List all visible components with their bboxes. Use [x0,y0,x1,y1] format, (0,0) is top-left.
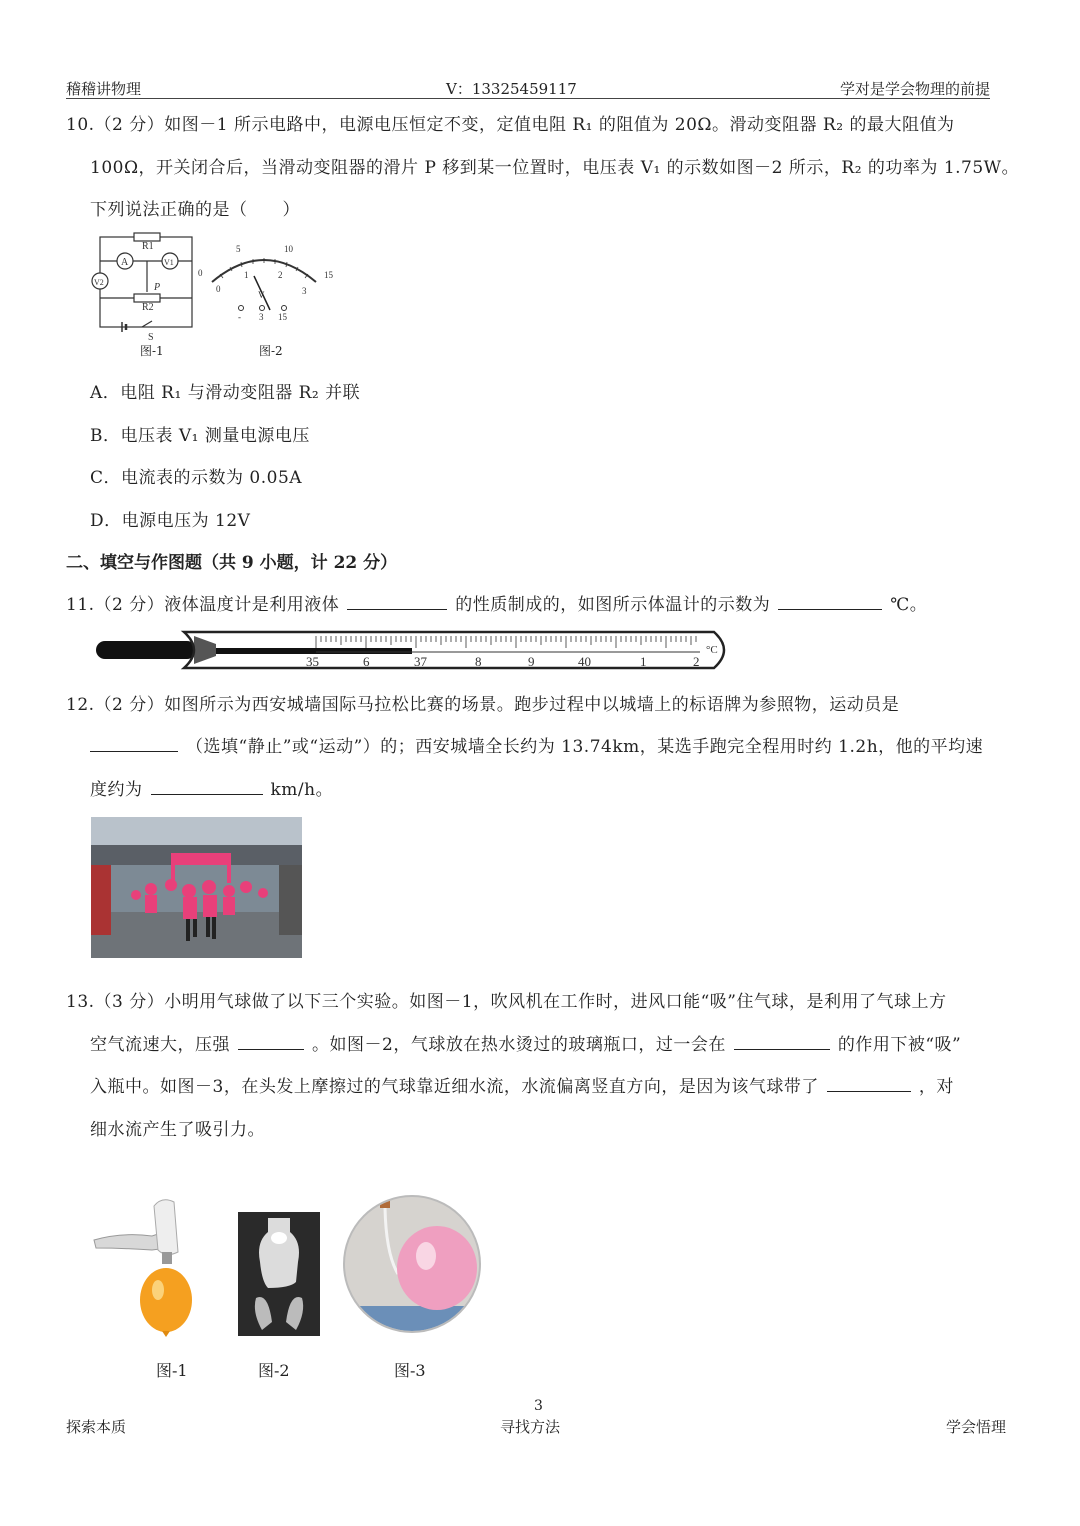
q12-line2 [90,732,983,757]
resistor-r1 [134,233,160,241]
inner-tick-0: 0 [216,284,221,294]
thermo-label-9: 9 [528,654,535,669]
label-s: S [148,332,154,343]
q12-line3 [90,775,333,800]
label-p: P [154,282,161,293]
q12-blank-1[interactable] [90,737,178,752]
q10-option-d: D．电源电压为 12V [90,511,251,531]
pink-balloon-water-photo [342,1194,482,1334]
q11-text-a: 11.（2 分）液体温度计是利用液体 [66,595,340,615]
fig2-caption: 图-2 [259,344,283,358]
bottle-balloon-photo [238,1212,320,1336]
thermo-label-1: 1 [640,654,647,669]
q10-option-b: B．电压表 V₁ 测量电源电压 [90,426,310,446]
resistor-r2 [134,294,160,302]
q11-blank-1[interactable] [347,595,447,610]
outer-tick-10: 10 [284,244,293,254]
q12-blank-2[interactable] [151,780,263,795]
q13-line1: 13.（3 分）小明用气球做了以下三个实验。如图－1，吹风机在工作时，进风口能“吸”住气球，是利用了气球上方 [66,992,947,1012]
section-2-heading: 二、填空与作图题（共 9 小题，计 22 分） [66,553,398,573]
pink-balloon [397,1226,477,1310]
q11-line [66,590,927,615]
q12-line1: 12.（2 分）如图所示为西安城墙国际马拉松比赛的场景。跑步过程中以城墙上的标语牌为参照物，运动员是 [66,695,900,715]
thermo-unit: °C [706,644,718,656]
terminal-neg: - [238,312,241,322]
q13-blank-1[interactable] [238,1035,304,1050]
header-center: V：13325459117 [446,80,577,98]
q10-option-c: C．电流表的示数为 0.05A [90,468,303,488]
q12-text-2: （选填“静止”或“运动”）的；西安城墙全长约为 13.74km，某选手跑完全程用时约 1.2h，他的平均速 [186,737,984,757]
q13-text-2b: 。如图－2，气球放在热水烫过的玻璃瓶口，过一会在 [312,1035,726,1055]
outer-tick-5: 5 [236,244,241,254]
thermo-label-35: 35 [306,654,319,669]
page-number: 3 [534,1398,543,1414]
q13-fig2-caption: 图-2 [258,1361,290,1380]
q13-fig1-caption: 图-1 [156,1361,188,1380]
q11-blank-2[interactable] [778,595,882,610]
q13-blank-3[interactable] [827,1077,911,1092]
inner-tick-2: 2 [278,270,283,280]
orange-balloon [140,1268,192,1332]
inner-tick-3: 3 [302,286,307,296]
switch [142,321,152,327]
q13-fig3-caption: 图-3 [394,1361,426,1380]
hair-dryer-balloon-photo [92,1192,204,1342]
outer-tick-15: 15 [324,270,333,280]
label-v2: V2 [94,278,104,287]
terminal-3: 3 [259,312,264,322]
thermo-label-6: 6 [363,654,370,669]
q11-text-c: ℃。 [890,595,928,615]
label-v1: V1 [164,258,174,267]
q13-line2 [90,1030,961,1055]
q10-line1: 10.（2 分）如图－1 所示电路中，电源电压恒定不变，定值电阻 R₁ 的阻值为 20Ω。滑动变阻器 R₂ 的最大阻值为 [66,115,955,135]
label-r2: R2 [142,302,154,313]
footer-center: 寻找方法 [500,1418,561,1436]
header-rule [66,98,990,99]
q13-blank-2[interactable] [734,1035,830,1050]
outer-tick-0: 0 [198,268,203,278]
thermo-label-40: 40 [578,654,591,669]
q13-text-3b: ，对 [918,1077,954,1097]
unit-v: V [258,290,265,300]
q13-text-3a: 入瓶中。如图－3，在头发上摩擦过的气球靠近细水流，水流偏离竖直方向，是因为该气球带了 [90,1077,819,1097]
footer-right: 学会悟理 [945,1418,1006,1436]
thermo-label-37: 37 [414,654,427,669]
label-a: A [121,257,129,268]
q13-text-2c: 的作用下被“吸” [837,1035,962,1055]
q10-option-a: A．电阻 R₁ 与滑动变阻器 R₂ 并联 [90,383,361,403]
footer-left: 探索本质 [66,1418,127,1436]
q12-text-3a: 度约为 [90,780,143,800]
q10-line3: 下列说法正确的是（ ） [90,200,300,220]
q10-line2: 100Ω，开关闭合后，当滑动变阻器的滑片 P 移到某一位置时，电压表 V₁ 的示数如图－2 所示，R₂ 的功率为 1.75W。 [90,158,1020,178]
dial-arc [212,260,316,282]
thermometer [94,628,738,672]
terminal-15: 15 [278,312,287,322]
q13-text-2a: 空气流速大，压强 [90,1035,230,1055]
thermo-label-8: 8 [475,654,482,669]
marathon-photo [91,817,302,958]
label-r1: R1 [142,241,154,252]
q11-text-b: 的性质制成的，如图所示体温计的示数为 [455,595,771,615]
q12-text-3b: km/h。 [270,780,334,800]
fig1-caption: 图-1 [140,344,164,358]
thermo-label-2: 2 [693,654,700,669]
header-right: 学对是学会物理的前提 [839,80,990,98]
header-left: 稽稽讲物理 [66,80,142,98]
voltmeter-dial [198,240,338,330]
inner-tick-1: 1 [244,270,249,280]
thermometer-bulb [96,641,196,659]
q13-line3 [90,1072,954,1097]
q13-line4: 细水流产生了吸引力。 [90,1120,265,1140]
